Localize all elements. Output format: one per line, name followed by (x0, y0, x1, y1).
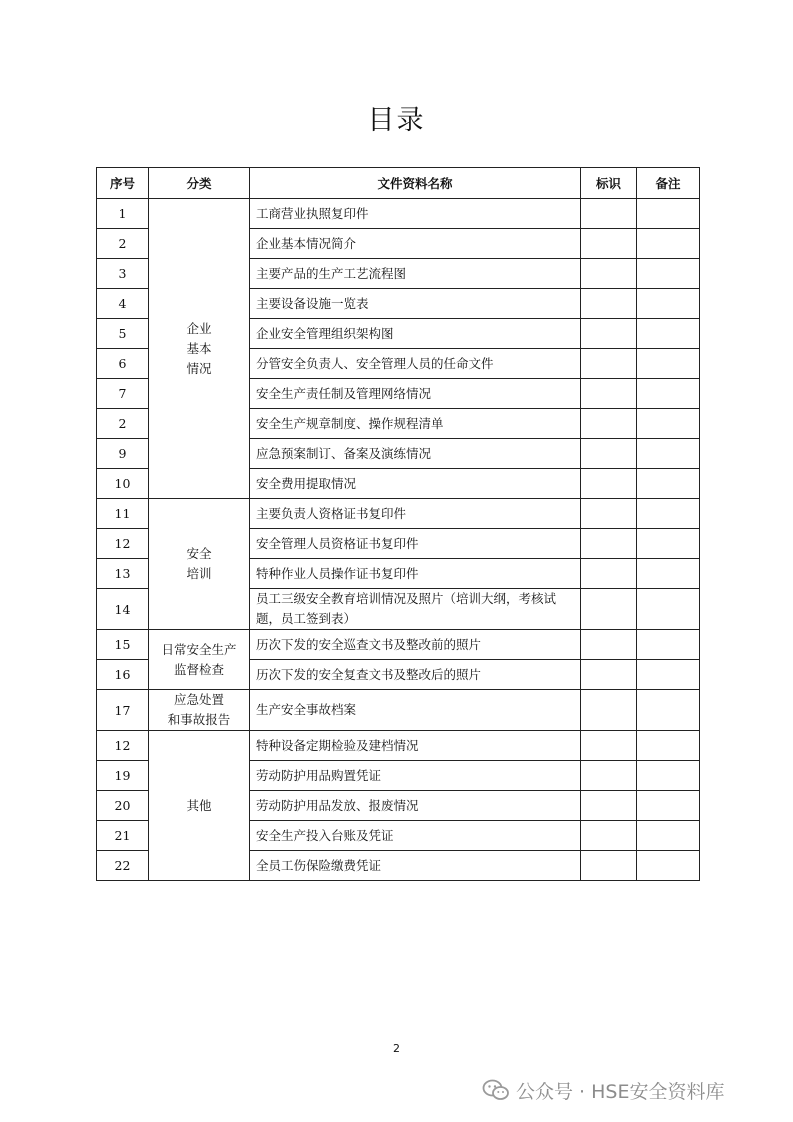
row-name: 生产安全事故档案 (250, 690, 581, 731)
row-mark (581, 761, 637, 791)
table-row (97, 499, 700, 529)
row-mark (581, 379, 637, 409)
row-no: 17 (97, 690, 149, 731)
row-remark (637, 199, 700, 229)
row-remark (637, 259, 700, 289)
row-mark (581, 821, 637, 851)
category-line: 监督检查 (173, 661, 224, 677)
row-remark (637, 529, 700, 559)
category-training (149, 499, 250, 630)
row-no: 5 (97, 319, 149, 349)
row-remark (637, 349, 700, 379)
row-name: 安全管理人员资格证书复印件 (250, 529, 581, 559)
row-no: 10 (97, 469, 149, 499)
row-no: 9 (97, 439, 149, 469)
row-no: 2 (97, 409, 149, 439)
row-name: 工商营业执照复印件 (250, 199, 581, 229)
category-daily (149, 630, 250, 690)
row-name: 安全生产投入台账及凭证 (250, 821, 581, 851)
row-name: 企业基本情况简介 (250, 229, 581, 259)
row-name: 企业安全管理组织架构图 (250, 319, 581, 349)
row-mark (581, 349, 637, 379)
row-no: 11 (97, 499, 149, 529)
row-no: 6 (97, 349, 149, 379)
row-no: 1 (97, 199, 149, 229)
row-no: 21 (97, 821, 149, 851)
row-remark (637, 660, 700, 690)
row-mark (581, 529, 637, 559)
row-remark (637, 791, 700, 821)
header-remark: 备注 (637, 168, 700, 199)
table-header-row (97, 168, 700, 199)
row-name: 历次下发的安全巡查文书及整改前的照片 (250, 630, 581, 660)
row-name: 分管安全负责人、安全管理人员的任命文件 (250, 349, 581, 379)
row-no: 12 (97, 529, 149, 559)
row-no: 14 (97, 589, 149, 630)
page-title: 目录 (367, 105, 426, 137)
category-basic (149, 199, 250, 499)
row-mark (581, 319, 637, 349)
row-no: 20 (97, 791, 149, 821)
category-line: 企业 (186, 320, 212, 336)
category-line: 应急处置 (173, 692, 224, 707)
category-line: 和事故报告 (167, 712, 231, 727)
row-mark (581, 289, 637, 319)
row-remark (637, 409, 700, 439)
page-number: 2 (393, 1042, 400, 1055)
row-mark (581, 499, 637, 529)
watermark-text: 公众号 · HSE安全资料库 (516, 1080, 725, 1103)
row-remark (637, 630, 700, 660)
row-remark (637, 319, 700, 349)
category-line: 情况 (186, 360, 212, 376)
row-no: 19 (97, 761, 149, 791)
row-mark (581, 690, 637, 731)
table-row (97, 630, 700, 660)
row-no: 3 (97, 259, 149, 289)
row-mark (581, 851, 637, 881)
catalog-table (96, 167, 700, 881)
row-name: 安全费用提取情况 (250, 469, 581, 499)
category-line: 安全 (186, 546, 212, 561)
row-mark (581, 559, 637, 589)
row-no: 2 (97, 229, 149, 259)
table-row (97, 690, 700, 731)
category-line: 培训 (186, 566, 212, 581)
row-name: 劳动防护用品发放、报废情况 (250, 791, 581, 821)
row-remark (637, 761, 700, 791)
row-name: 安全生产责任制及管理网络情况 (250, 379, 581, 409)
row-name: 主要负责人资格证书复印件 (250, 499, 581, 529)
row-no: 7 (97, 379, 149, 409)
category-emergency (149, 690, 250, 731)
header-name: 文件资料名称 (250, 168, 581, 199)
row-name: 特种作业人员操作证书复印件 (250, 559, 581, 589)
row-name: 主要设备设施一览表 (250, 289, 581, 319)
row-remark (637, 589, 700, 630)
row-mark (581, 469, 637, 499)
category-other (149, 731, 250, 881)
row-name: 安全生产规章制度、操作规程清单 (250, 409, 581, 439)
row-mark (581, 229, 637, 259)
row-no: 4 (97, 289, 149, 319)
row-remark (637, 289, 700, 319)
category-line: 其他 (186, 797, 212, 813)
row-remark (637, 731, 700, 761)
row-no: 12 (97, 731, 149, 761)
category-line: 基本 (186, 340, 212, 356)
row-mark (581, 791, 637, 821)
row-mark (581, 439, 637, 469)
row-remark (637, 439, 700, 469)
row-remark (637, 379, 700, 409)
header-mark: 标识 (581, 168, 637, 199)
header-no: 序号 (97, 168, 149, 199)
row-name: 劳动防护用品购置凭证 (250, 761, 581, 791)
row-mark (581, 660, 637, 690)
row-remark (637, 499, 700, 529)
row-name: 历次下发的安全复查文书及整改后的照片 (250, 660, 581, 690)
row-name: 全员工伤保险缴费凭证 (250, 851, 581, 881)
header-category: 分类 (149, 168, 250, 199)
table-row (97, 199, 700, 229)
table-row (97, 731, 700, 761)
row-no: 22 (97, 851, 149, 881)
row-no: 16 (97, 660, 149, 690)
wechat-icon (482, 1078, 510, 1102)
row-remark (637, 229, 700, 259)
row-remark (637, 690, 700, 731)
watermark (482, 1077, 724, 1103)
row-remark (637, 851, 700, 881)
row-mark (581, 259, 637, 289)
row-name: 特种设备定期检验及建档情况 (250, 731, 581, 761)
row-remark (637, 559, 700, 589)
row-name: 员工三级安全教育培训情况及照片（培训大纲，考核试题，员工签到表） (250, 589, 581, 630)
row-mark (581, 409, 637, 439)
row-mark (581, 589, 637, 630)
row-mark (581, 731, 637, 761)
row-remark (637, 821, 700, 851)
row-name: 应急预案制订、备案及演练情况 (250, 439, 581, 469)
row-mark (581, 630, 637, 660)
row-mark (581, 199, 637, 229)
row-name: 主要产品的生产工艺流程图 (250, 259, 581, 289)
row-remark (637, 469, 700, 499)
row-no: 15 (97, 630, 149, 660)
row-no: 13 (97, 559, 149, 589)
category-line: 日常安全生产 (161, 641, 237, 657)
